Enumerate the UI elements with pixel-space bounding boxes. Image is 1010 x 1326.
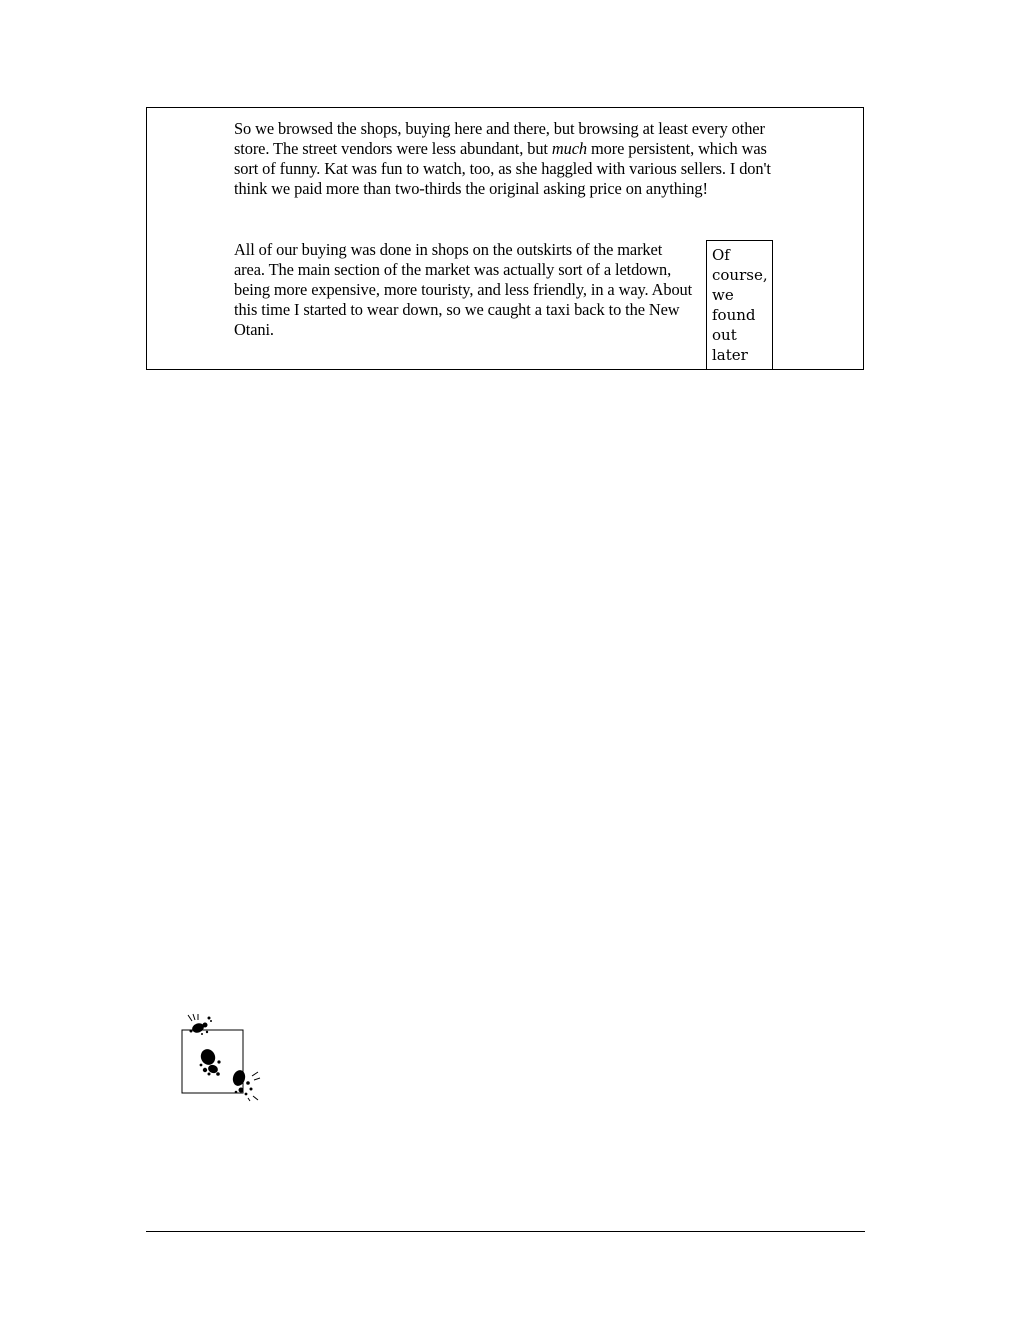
sidebar-word: out (712, 326, 737, 344)
paragraph-1-text-before: So we browsed the shops, buying here and there, but browsing at least every other store. The street vendors were less abundant, but (234, 119, 765, 158)
footer-rule (146, 1231, 865, 1232)
figure-paragraph-1 (234, 119, 794, 199)
figure-frame (146, 107, 864, 370)
sidebar-word: found (712, 306, 756, 324)
sidebar-word: we (712, 286, 734, 304)
paragraph-1-emphasis: much (551, 139, 587, 158)
figure-paragraph-2: All of our buying was done in shops on the outskirts of the market area. The main section of the market was actually sort of a letdown, being more expensive, more touristy, and less friendly, in a way. About this time I started to wear down, so we caught a taxi back to the New Otani. (234, 240, 693, 339)
sidebar-word: later (712, 346, 748, 364)
overflowing-sidebar-box (706, 240, 773, 370)
paragraph-1-text-after: more persistent, which was sort of funny. Kat was fun to watch, too, as she haggled with various sellers. I don't think we paid more than two-thirds the original asking price on anything! (234, 139, 771, 198)
bugs-note-icon (178, 1012, 264, 1102)
sidebar-word: course, (712, 266, 768, 284)
sidebar-word: Of (712, 246, 730, 264)
